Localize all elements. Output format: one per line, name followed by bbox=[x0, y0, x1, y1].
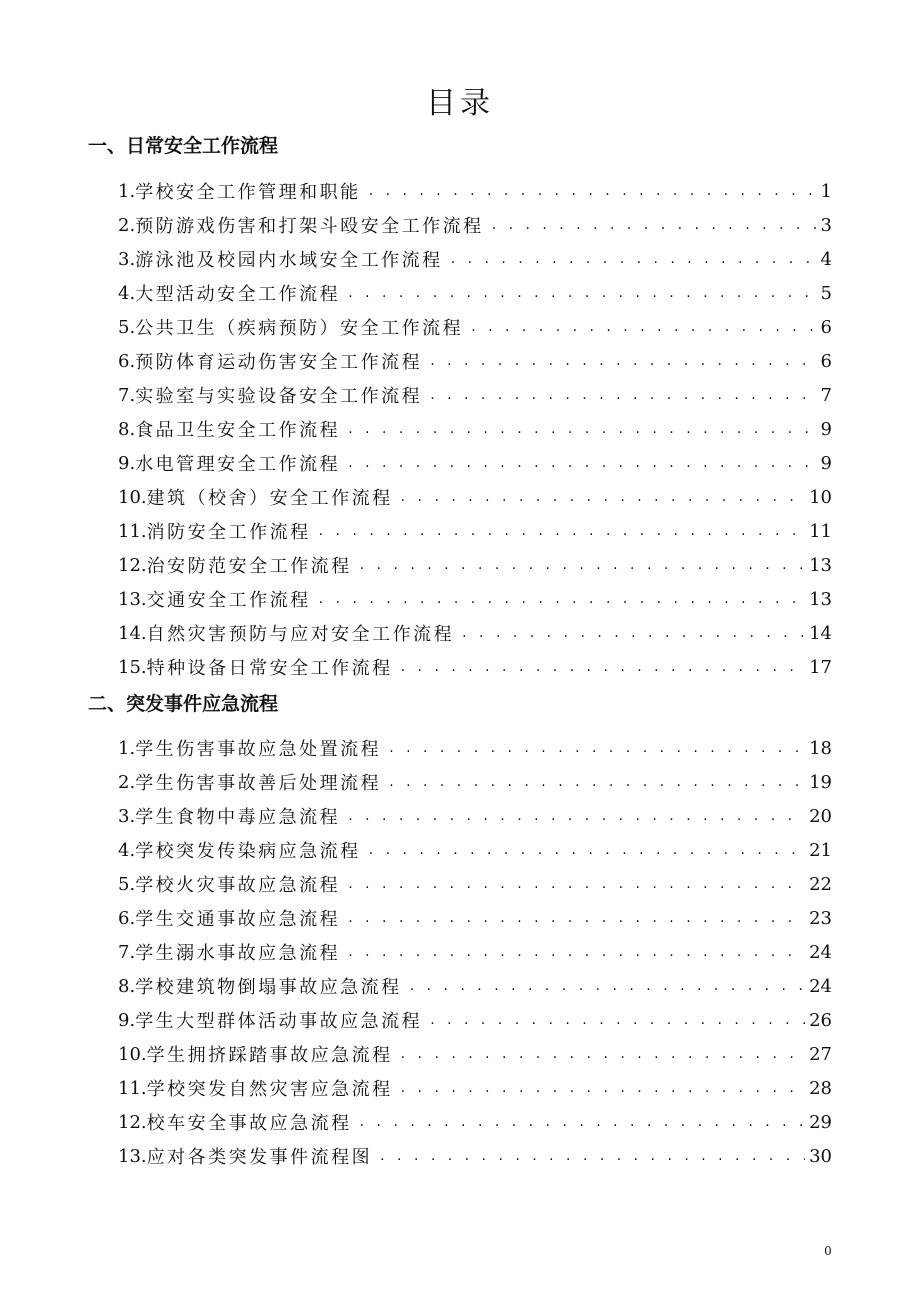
toc-entry-number: 1. bbox=[118, 180, 136, 202]
toc-entry-title: 治安防范安全工作流程 bbox=[146, 556, 352, 577]
toc-entry[interactable] bbox=[118, 482, 832, 512]
toc-entry[interactable] bbox=[118, 801, 832, 831]
toc-entry-page: 11 bbox=[809, 520, 832, 542]
toc-entry-number: 8. bbox=[118, 975, 136, 997]
toc-dot-leader bbox=[360, 1112, 805, 1132]
toc-entry-number: 11. bbox=[118, 520, 147, 542]
toc-entry-title: 学校火灾事故应急流程 bbox=[135, 875, 341, 896]
toc-dot-leader bbox=[389, 738, 805, 758]
toc-dot-leader bbox=[348, 453, 816, 473]
toc-entry-number: 13. bbox=[118, 588, 147, 610]
toc-entry-title: 公共卫生（疾病预防）安全工作流程 bbox=[135, 318, 464, 339]
toc-entry-title: 水电管理安全工作流程 bbox=[135, 454, 341, 475]
toc-entry-page: 1 bbox=[820, 180, 832, 202]
toc-entry-number: 5. bbox=[118, 316, 136, 338]
toc-entry-number: 2. bbox=[118, 214, 136, 236]
toc-dot-leader bbox=[348, 283, 816, 303]
toc-entry-page: 14 bbox=[809, 622, 832, 644]
toc-entry[interactable] bbox=[118, 767, 832, 797]
toc-dot-leader bbox=[401, 1078, 805, 1098]
toc-entry-number: 1. bbox=[118, 737, 136, 759]
toc-entry-title: 食品卫生安全工作流程 bbox=[135, 420, 341, 441]
toc-entry-page: 13 bbox=[809, 554, 832, 576]
toc-entry-number: 12. bbox=[118, 1111, 147, 1133]
toc-dot-leader bbox=[462, 623, 805, 643]
toc-entry-title: 大型活动安全工作流程 bbox=[135, 284, 341, 305]
toc-dot-leader bbox=[471, 317, 816, 337]
toc-entry-title: 建筑（校舍）安全工作流程 bbox=[146, 488, 393, 509]
toc-dot-leader bbox=[369, 840, 805, 860]
toc-entry-title: 学生食物中毒应急流程 bbox=[135, 807, 341, 828]
toc-entry-number: 2. bbox=[118, 771, 136, 793]
toc-entry-page: 9 bbox=[820, 418, 832, 440]
toc-entry[interactable] bbox=[118, 210, 832, 240]
toc-entry-title: 游泳池及校园内水域安全工作流程 bbox=[135, 250, 443, 271]
toc-entry-page: 30 bbox=[809, 1145, 832, 1167]
toc-dot-leader bbox=[348, 942, 805, 962]
toc-entry-page: 24 bbox=[809, 975, 832, 997]
toc-entry-number: 4. bbox=[118, 282, 136, 304]
toc-dot-leader bbox=[451, 249, 817, 269]
page-title: 目录 bbox=[426, 86, 494, 121]
toc-entry[interactable] bbox=[118, 380, 832, 410]
toc-entry-number: 13. bbox=[118, 1145, 147, 1167]
toc-dot-leader bbox=[380, 1146, 805, 1166]
toc-dot-leader bbox=[401, 657, 805, 677]
toc-entry-title: 自然灾害预防与应对安全工作流程 bbox=[146, 624, 455, 645]
toc-entry-page: 17 bbox=[809, 656, 832, 678]
toc-dot-leader bbox=[369, 181, 817, 201]
page-number: 0 bbox=[824, 1244, 832, 1258]
section-heading-daily: 一、日常安全工作流程 bbox=[88, 135, 279, 157]
toc-entry[interactable] bbox=[118, 937, 832, 967]
toc-entry-number: 12. bbox=[118, 554, 147, 576]
toc-dot-leader bbox=[492, 215, 817, 235]
toc-dot-leader bbox=[410, 976, 805, 996]
section-heading-emergency: 二、突发事件应急流程 bbox=[88, 693, 279, 715]
toc-entry-page: 23 bbox=[809, 907, 832, 929]
toc-entry-title: 学生交通事故应急流程 bbox=[135, 909, 341, 930]
toc-entry-number: 10. bbox=[118, 486, 147, 508]
toc-entry-page: 5 bbox=[820, 282, 832, 304]
toc-entry[interactable] bbox=[118, 1005, 832, 1035]
toc-entry-title: 学生伤害事故应急处置流程 bbox=[135, 739, 382, 760]
toc-entry-title: 预防体育运动伤害安全工作流程 bbox=[135, 352, 423, 373]
toc-entry[interactable] bbox=[118, 346, 832, 376]
toc-entry[interactable] bbox=[118, 733, 832, 763]
toc-dot-leader bbox=[348, 908, 805, 928]
toc-entry[interactable] bbox=[118, 516, 832, 546]
toc-entry[interactable] bbox=[118, 1039, 832, 1069]
toc-entry-title: 应对各类突发事件流程图 bbox=[146, 1147, 373, 1168]
toc-entry-page: 7 bbox=[820, 384, 832, 406]
toc-entry-number: 6. bbox=[118, 350, 136, 372]
toc-entry-page: 6 bbox=[820, 316, 832, 338]
toc-entry-title: 学生大型群体活动事故应急流程 bbox=[135, 1011, 423, 1032]
toc-entry[interactable] bbox=[118, 448, 832, 478]
toc-entry-number: 14. bbox=[118, 622, 147, 644]
toc-entry-number: 9. bbox=[118, 452, 136, 474]
toc-entry-number: 5. bbox=[118, 873, 136, 895]
toc-entry-page: 18 bbox=[809, 737, 832, 759]
toc-entry-number: 11. bbox=[118, 1077, 147, 1099]
toc-entry[interactable] bbox=[118, 550, 832, 580]
toc-dot-leader bbox=[360, 555, 805, 575]
toc-entry-number: 7. bbox=[118, 384, 136, 406]
toc-entry-number: 3. bbox=[118, 248, 136, 270]
toc-entry[interactable] bbox=[118, 1107, 832, 1137]
toc-entry-title: 学生溺水事故应急流程 bbox=[135, 943, 341, 964]
toc-dot-leader bbox=[401, 1044, 805, 1064]
toc-entry[interactable] bbox=[118, 618, 832, 648]
toc-entry[interactable] bbox=[118, 652, 832, 682]
toc-dot-leader bbox=[348, 874, 805, 894]
toc-entry[interactable] bbox=[118, 244, 832, 274]
toc-entry-page: 10 bbox=[809, 486, 832, 508]
toc-entry-page: 13 bbox=[809, 588, 832, 610]
toc-entry-page: 21 bbox=[809, 839, 832, 861]
toc-entry[interactable] bbox=[118, 971, 832, 1001]
toc-entry-number: 6. bbox=[118, 907, 136, 929]
toc-entry-title: 校车安全事故应急流程 bbox=[146, 1113, 352, 1134]
toc-entry-title: 消防安全工作流程 bbox=[146, 522, 311, 543]
toc-entry[interactable] bbox=[118, 584, 832, 614]
toc-dot-leader bbox=[430, 1010, 805, 1030]
toc-entry[interactable] bbox=[118, 1141, 832, 1171]
toc-entry-title: 学校建筑物倒塌事故应急流程 bbox=[135, 977, 402, 998]
toc-entry[interactable] bbox=[118, 312, 832, 342]
toc-entry-page: 9 bbox=[820, 452, 832, 474]
toc-dot-leader bbox=[348, 806, 805, 826]
toc-entry[interactable] bbox=[118, 1073, 832, 1103]
toc-entry[interactable] bbox=[118, 869, 832, 899]
toc-entry-title: 学校突发传染病应急流程 bbox=[135, 841, 361, 862]
toc-entry-number: 15. bbox=[118, 656, 147, 678]
toc-entry-page: 20 bbox=[809, 805, 832, 827]
toc-dot-leader bbox=[430, 351, 816, 371]
toc-entry-number: 8. bbox=[118, 418, 136, 440]
toc-entry-number: 3. bbox=[118, 805, 136, 827]
toc-entry-title: 特种设备日常安全工作流程 bbox=[146, 658, 393, 679]
toc-dot-leader bbox=[319, 589, 805, 609]
toc-dot-leader bbox=[401, 487, 805, 507]
toc-entry-page: 22 bbox=[809, 873, 832, 895]
toc-entry-page: 27 bbox=[809, 1043, 832, 1065]
toc-entry-page: 19 bbox=[809, 771, 832, 793]
toc-entry-number: 4. bbox=[118, 839, 136, 861]
toc-entry[interactable] bbox=[118, 176, 832, 206]
toc-entry-title: 学校突发自然灾害应急流程 bbox=[146, 1079, 393, 1100]
toc-entry-page: 24 bbox=[809, 941, 832, 963]
toc-entry[interactable] bbox=[118, 414, 832, 444]
toc-entry-title: 学生伤害事故善后处理流程 bbox=[135, 773, 382, 794]
toc-entry-number: 7. bbox=[118, 941, 136, 963]
toc-entry-page: 29 bbox=[809, 1111, 832, 1133]
toc-entry-page: 26 bbox=[809, 1009, 832, 1031]
toc-dot-leader bbox=[389, 772, 805, 792]
toc-entry-number: 10. bbox=[118, 1043, 147, 1065]
toc-entry-title: 实验室与实验设备安全工作流程 bbox=[135, 386, 423, 407]
toc-entry[interactable] bbox=[118, 903, 832, 933]
toc-entry-page: 6 bbox=[820, 350, 832, 372]
toc-entry-title: 学生拥挤踩踏事故应急流程 bbox=[146, 1045, 393, 1066]
toc-entry-number: 9. bbox=[118, 1009, 136, 1031]
toc-entry[interactable] bbox=[118, 835, 832, 865]
toc-entry-page: 28 bbox=[809, 1077, 832, 1099]
toc-entry[interactable] bbox=[118, 278, 832, 308]
toc-dot-leader bbox=[319, 521, 805, 541]
toc-entry-page: 4 bbox=[820, 248, 832, 270]
toc-dot-leader bbox=[348, 419, 816, 439]
toc-dot-leader bbox=[430, 385, 816, 405]
toc-entry-title: 学校安全工作管理和职能 bbox=[135, 182, 361, 203]
toc-entry-title: 交通安全工作流程 bbox=[146, 590, 311, 611]
toc-entry-page: 3 bbox=[820, 214, 832, 236]
toc-entry-title: 预防游戏伤害和打架斗殴安全工作流程 bbox=[135, 216, 484, 237]
